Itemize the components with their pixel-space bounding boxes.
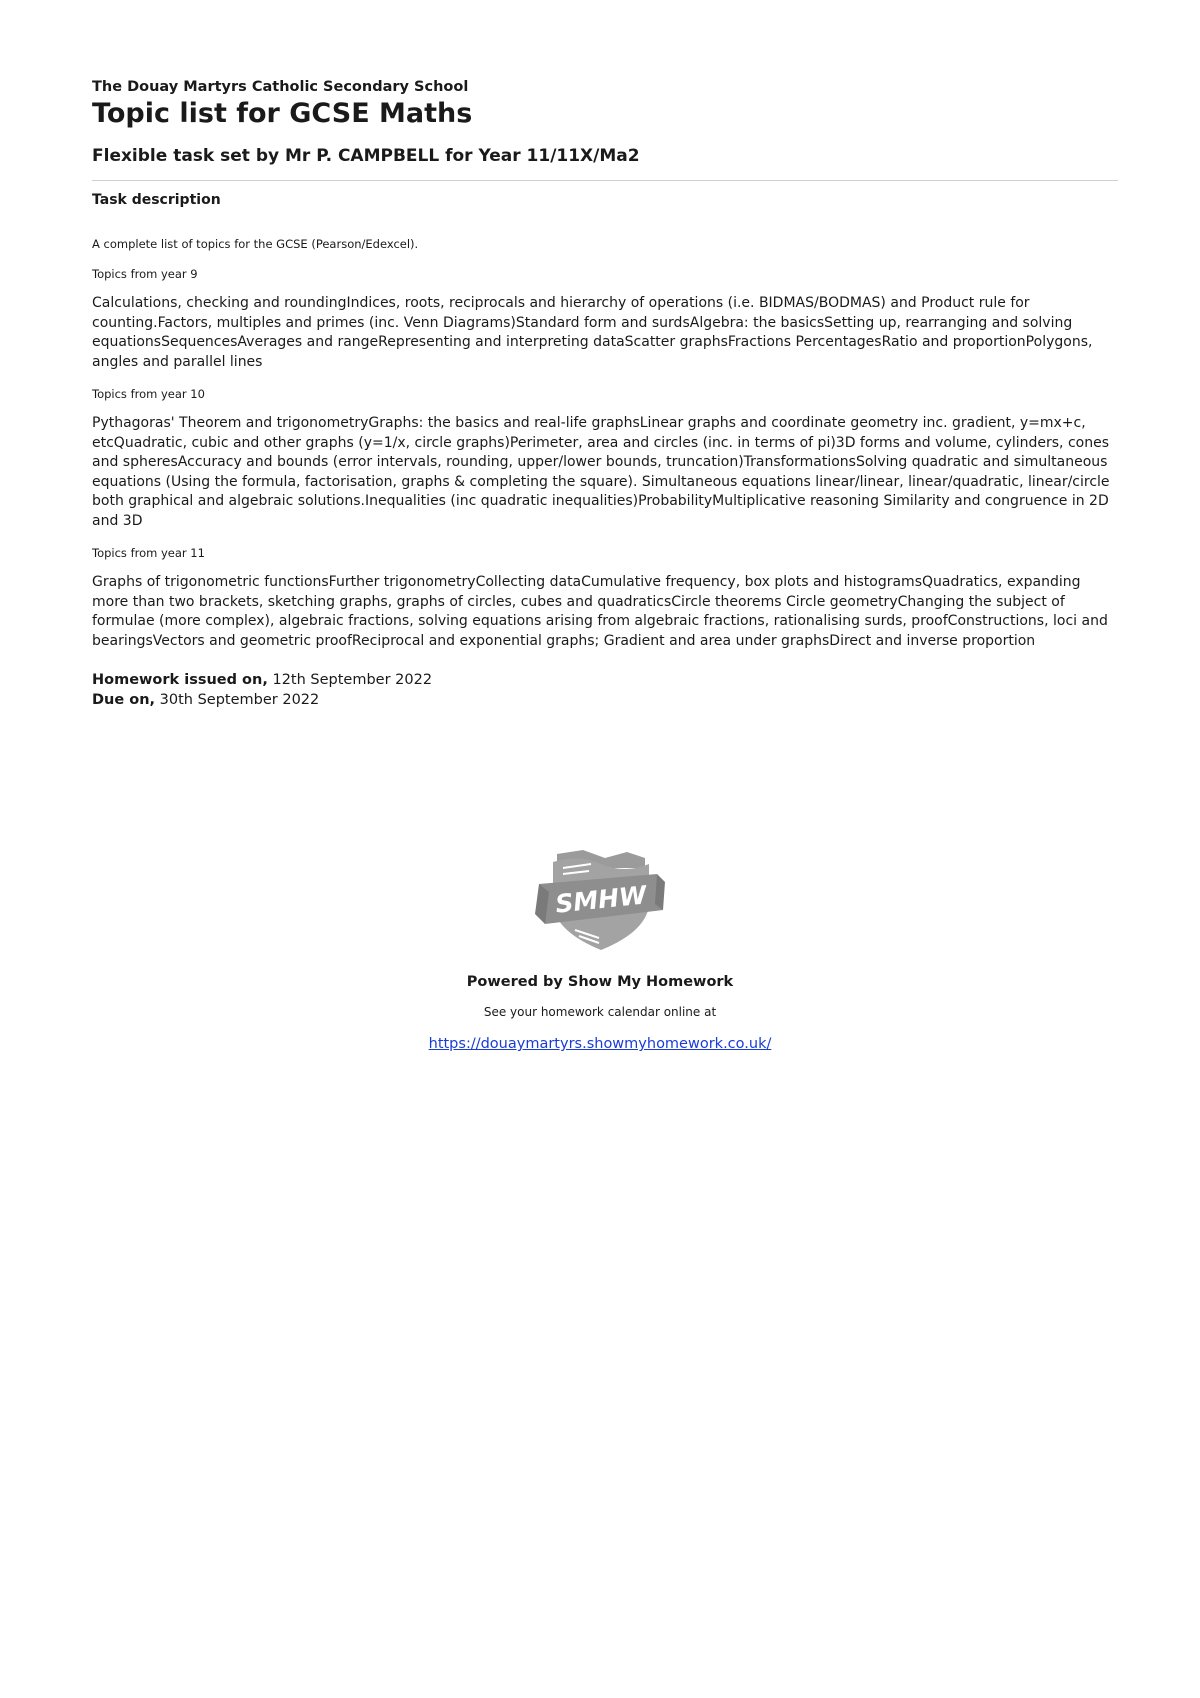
year11-topics: Graphs of trigonometric functionsFurther trigonometryCollecting dataCumulative frequency, box plots and histogramsQuadratics, expanding more than two brackets, sketching graphs, graphs of circles, cubes and quadraticsCircle theorems Circle geometryChanging the subject of formulae (more complex), algebraic fractions, solving equations arising from algebraic fractions, rationalising surds, proofConstructions, loci and bearingsVectors and geometric proofReciprocal and exponential graphs; Gradient and area under graphsDirect and inverse proportion	[92, 574, 1108, 649]
year9-topics: Calculations, checking and roundingIndices, roots, reciprocals and hierarchy of operations (i.e. BIDMAS/BODMAS) and Product rule for counting.Factors, multiples and primes (inc. Venn Diagrams)Standard form and surdsAlgebra: the basicsSetting up, rearranging and solving equationsSequencesAverages and rangeRepresenting and interpreting dataScatter graphsFractions PercentagesRatio and proportionPolygons, angles and parallel lines	[92, 295, 1093, 370]
due-value: 30th September 2022	[159, 692, 320, 708]
smhw-logo	[535, 848, 665, 954]
year10-topics: Pythagoras' Theorem and trigonometryGraphs: the basics and real-life graphsLinear graphs and coordinate geometry inc. gradient, y=mx+c, etcQuadratic, cubic and other graphs (y=1/x, circle graphs)Perimeter, area and circles (inc. in terms of pi)3D forms and volume, cylinders, cones and spheresAccuracy and bounds (error intervals, rounding, upper/lower bounds, truncation)TransformationsSolving quadratic and simultaneous equations (Using the formula, factorisation, graphs & completing the square). Simultaneous equations linear/linear, linear/quadratic, linear/circle both graphical and algebraic solutions.Inequalities (inc quadratic inequalities)ProbabilityMultiplicative reasoning Similarity and congruence in 2D and 3D	[92, 415, 1110, 529]
shield-logo-icon	[535, 848, 665, 954]
task-intro: A complete list of topics for the GCSE (Pearson/Edexcel).	[92, 237, 419, 251]
document-body	[92, 78, 1118, 710]
divider	[92, 180, 1118, 181]
footer	[0, 848, 1200, 1054]
year11-label: Topics from year 11	[92, 546, 205, 560]
issued-date-row	[92, 670, 1118, 690]
school-name: The Douay Martyrs Catholic Secondary School	[92, 79, 469, 95]
powered-by: Powered by Show My Homework	[466, 974, 734, 990]
due-date-row	[92, 690, 1118, 710]
task-description-label: Task description	[92, 192, 221, 208]
due-label: Due on,	[92, 692, 156, 708]
year9-label: Topics from year 9	[92, 267, 198, 281]
homework-calendar-link[interactable]: https://douaymartyrs.showmyhomework.co.uk/	[428, 1036, 772, 1052]
issued-value: 12th September 2022	[272, 672, 433, 688]
see-calendar-text: See your homework calendar online at	[483, 1005, 717, 1019]
homework-dates	[92, 670, 1118, 710]
task-subtitle: Flexible task set by Mr P. CAMPBELL for Year 11/11X/Ma2	[92, 146, 640, 166]
issued-label: Homework issued on,	[92, 672, 268, 688]
logo-text: SMHW	[553, 880, 648, 919]
page-title: Topic list for GCSE Maths	[92, 98, 473, 129]
year10-label: Topics from year 10	[92, 387, 205, 401]
